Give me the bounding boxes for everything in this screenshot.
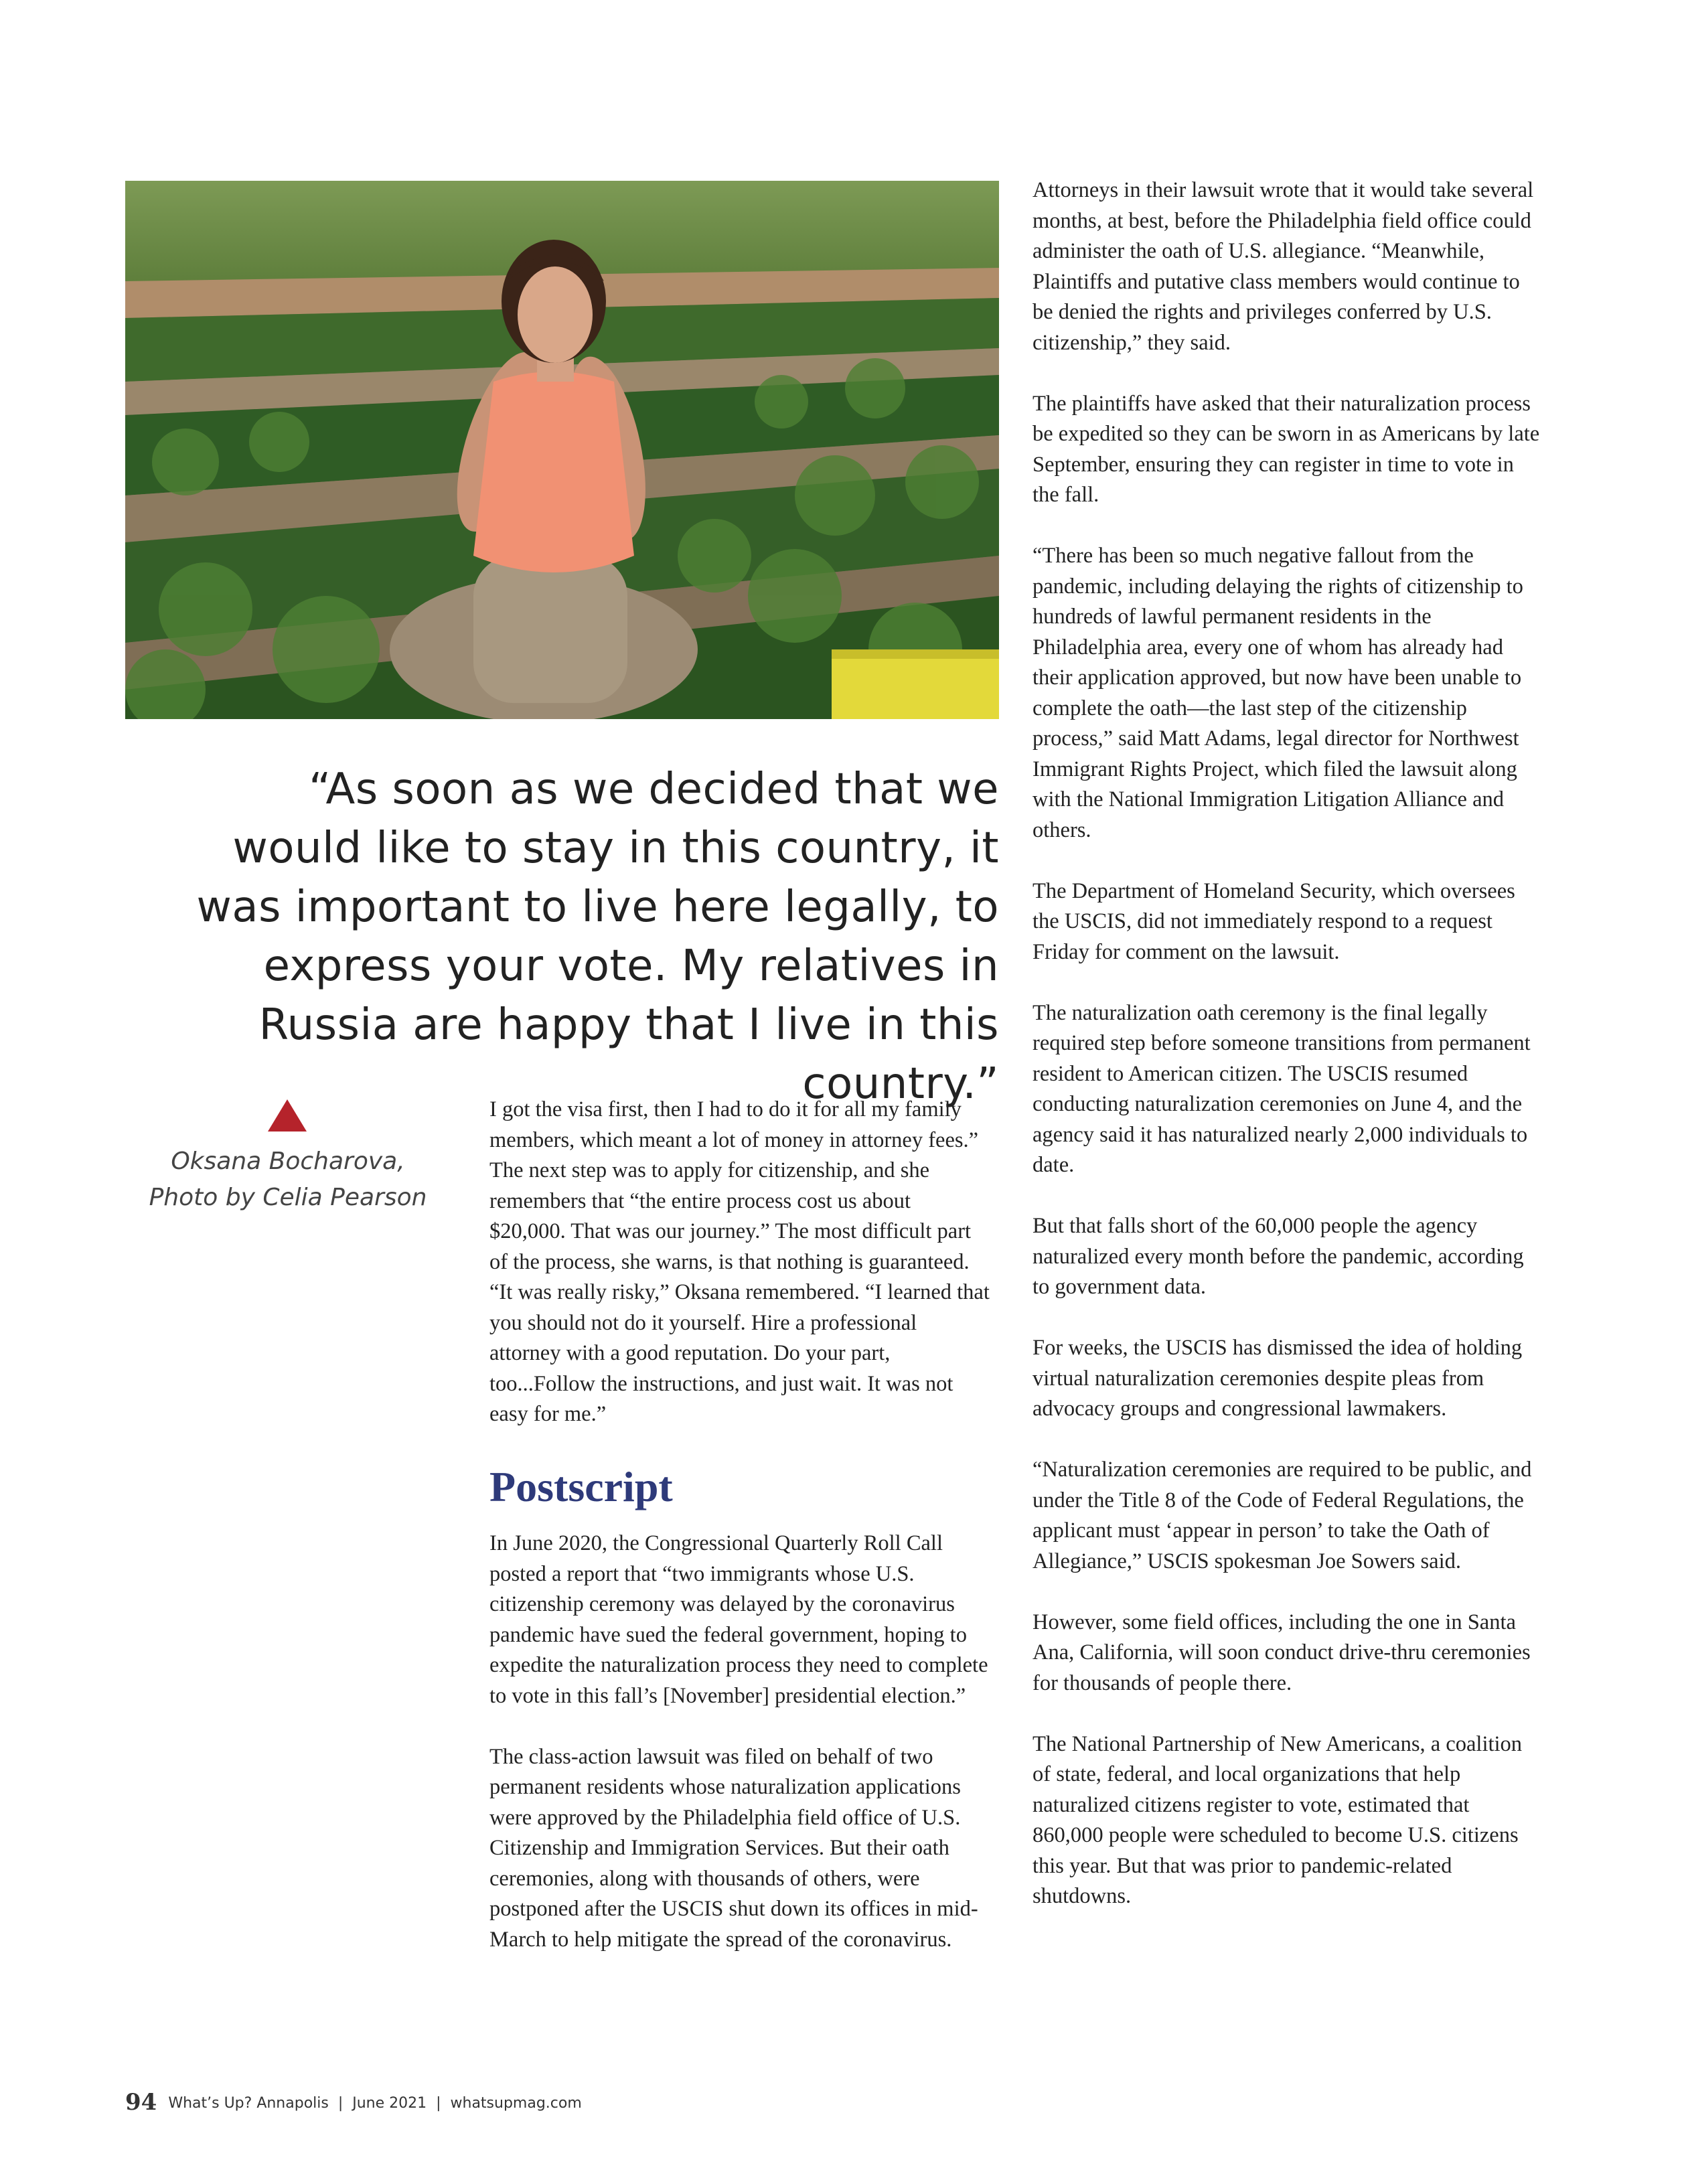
- right-column: [1033, 175, 1541, 1942]
- body-paragraph: But that falls short of the 60,000 people the agency naturalized every month before the pandemic, according to government data.: [1033, 1214, 1524, 1299]
- body-paragraph: However, some field offices, including the one in Santa Ana, California, will soon conduct drive-thru ceremonies for thousands of people there.: [1033, 1610, 1531, 1695]
- footer-text: What’s Up? Annapolis | June 2021 | whatsupmag.com: [168, 2095, 582, 2112]
- caption-credit: Photo by Celia Pearson: [149, 1184, 427, 1211]
- body-paragraph: “Naturalization ceremonies are required to be public, and under the Title 8 of the Code of Federal Regulations, the applicant must ‘appear in person’ to take the Oath of Allegiance,” USCIS spokesman Joe Sowers said.: [1033, 1458, 1532, 1573]
- field-photo-illustration: [125, 181, 999, 719]
- pull-quote: “As soon as we decided that we would like to stay in this country, it was important to live here legally, to express your vote. My relatives in Russia are happy that I live in this country.”: [196, 765, 999, 1109]
- page-footer: [125, 2089, 582, 2116]
- body-paragraph: The National Partnership of New Americans, a coalition of state, federal, and local organizations that help naturalized citizens register to vote, estimated that 860,000 people were scheduled to become U.S. citizens this year. But that was prior to pandemic-related shutdowns.: [1033, 1731, 1523, 1908]
- body-paragraph: The plaintiffs have asked that their naturalization process be expedited so they can be sworn in as Americans by late September, ensuring they can register in time to vote in the fall.: [1033, 391, 1540, 507]
- page-number: 94: [125, 2089, 157, 2116]
- body-paragraph: The Department of Homeland Security, which oversees the USCIS, did not immediately respond to a request Friday for comment on the lawsuit.: [1033, 878, 1515, 964]
- body-paragraph: The class-action lawsuit was filed on behalf of two permanent residents whose naturalization applications were approved by the Philadelphia field office of U.S. Citizenship and Immigration Services. But their oath ceremonies, along with thousands of others, were postponed after the USCIS shut down its offices in mid-March to help mitigate the spread of the coronavirus.: [489, 1744, 978, 1952]
- caption-subject: Oksana Bocharova,: [171, 1148, 405, 1175]
- body-paragraph: For weeks, the USCIS has dismissed the idea of holding virtual naturalization ceremonies despite pleas from advocacy groups and congressional lawmakers.: [1033, 1336, 1523, 1421]
- caption-arrow-icon: [268, 1099, 307, 1132]
- photo-caption: [141, 1144, 435, 1216]
- section-heading: Postscript: [489, 1463, 673, 1510]
- body-paragraph: Attorneys in their lawsuit wrote that it would take several months, at best, before the Philadelphia field office could administer the oath of U.S. allegiance. “Meanwhile, Plaintiffs and putative class members would continue to be denied the rights and privileges conferred by U.S. citizenship,” they said.: [1033, 178, 1534, 355]
- body-paragraph: In June 2020, the Congressional Quarterly Roll Call posted a report that “two immigrants whose U.S. citizenship ceremony was delayed by the coronavirus pandemic have sued the federal government, hoping to expedite the naturalization process they need to complete to vote in this fall’s [November] presidential election.”: [489, 1531, 988, 1708]
- body-paragraph: “There has been so much negative fallout from the pandemic, including delaying the rights of citizenship to hundreds of lawful permanent residents in the Philadelphia area, every one of whom has already had their application approved, but now have been unable to complete the oath—the last step of the citizenship process,” said Matt Adams, legal director for Northwest Immigrant Rights Project, which filed the lawsuit along with the National Immigration Litigation Alliance and others.: [1033, 544, 1523, 842]
- body-paragraph: I got the visa first, then I had to do it for all my family members, which meant a lot of money in attorney fees.” The next step was to apply for citizenship, and she remembers that “the entire process cost us about $20,000. That was our journey.” The most difficult part of the process, she warns, is that nothing is guaranteed. “It was really risky,” Oksana remembered. “I learned that you should not do it yourself. Hire a professional attorney with a good reputation. Do your part, too...Follow the instructions, and just wait. It was not easy for me.”: [489, 1097, 990, 1426]
- feature-photo: [125, 181, 999, 719]
- body-paragraph: The naturalization oath ceremony is the final legally required step before someone transitions from permanent resident to American citizen. The USCIS resumed conducting naturalization ceremonies on June 4, and the agency said it has naturalized nearly 2,000 individuals to date.: [1033, 1000, 1531, 1177]
- middle-column: [489, 1095, 992, 1986]
